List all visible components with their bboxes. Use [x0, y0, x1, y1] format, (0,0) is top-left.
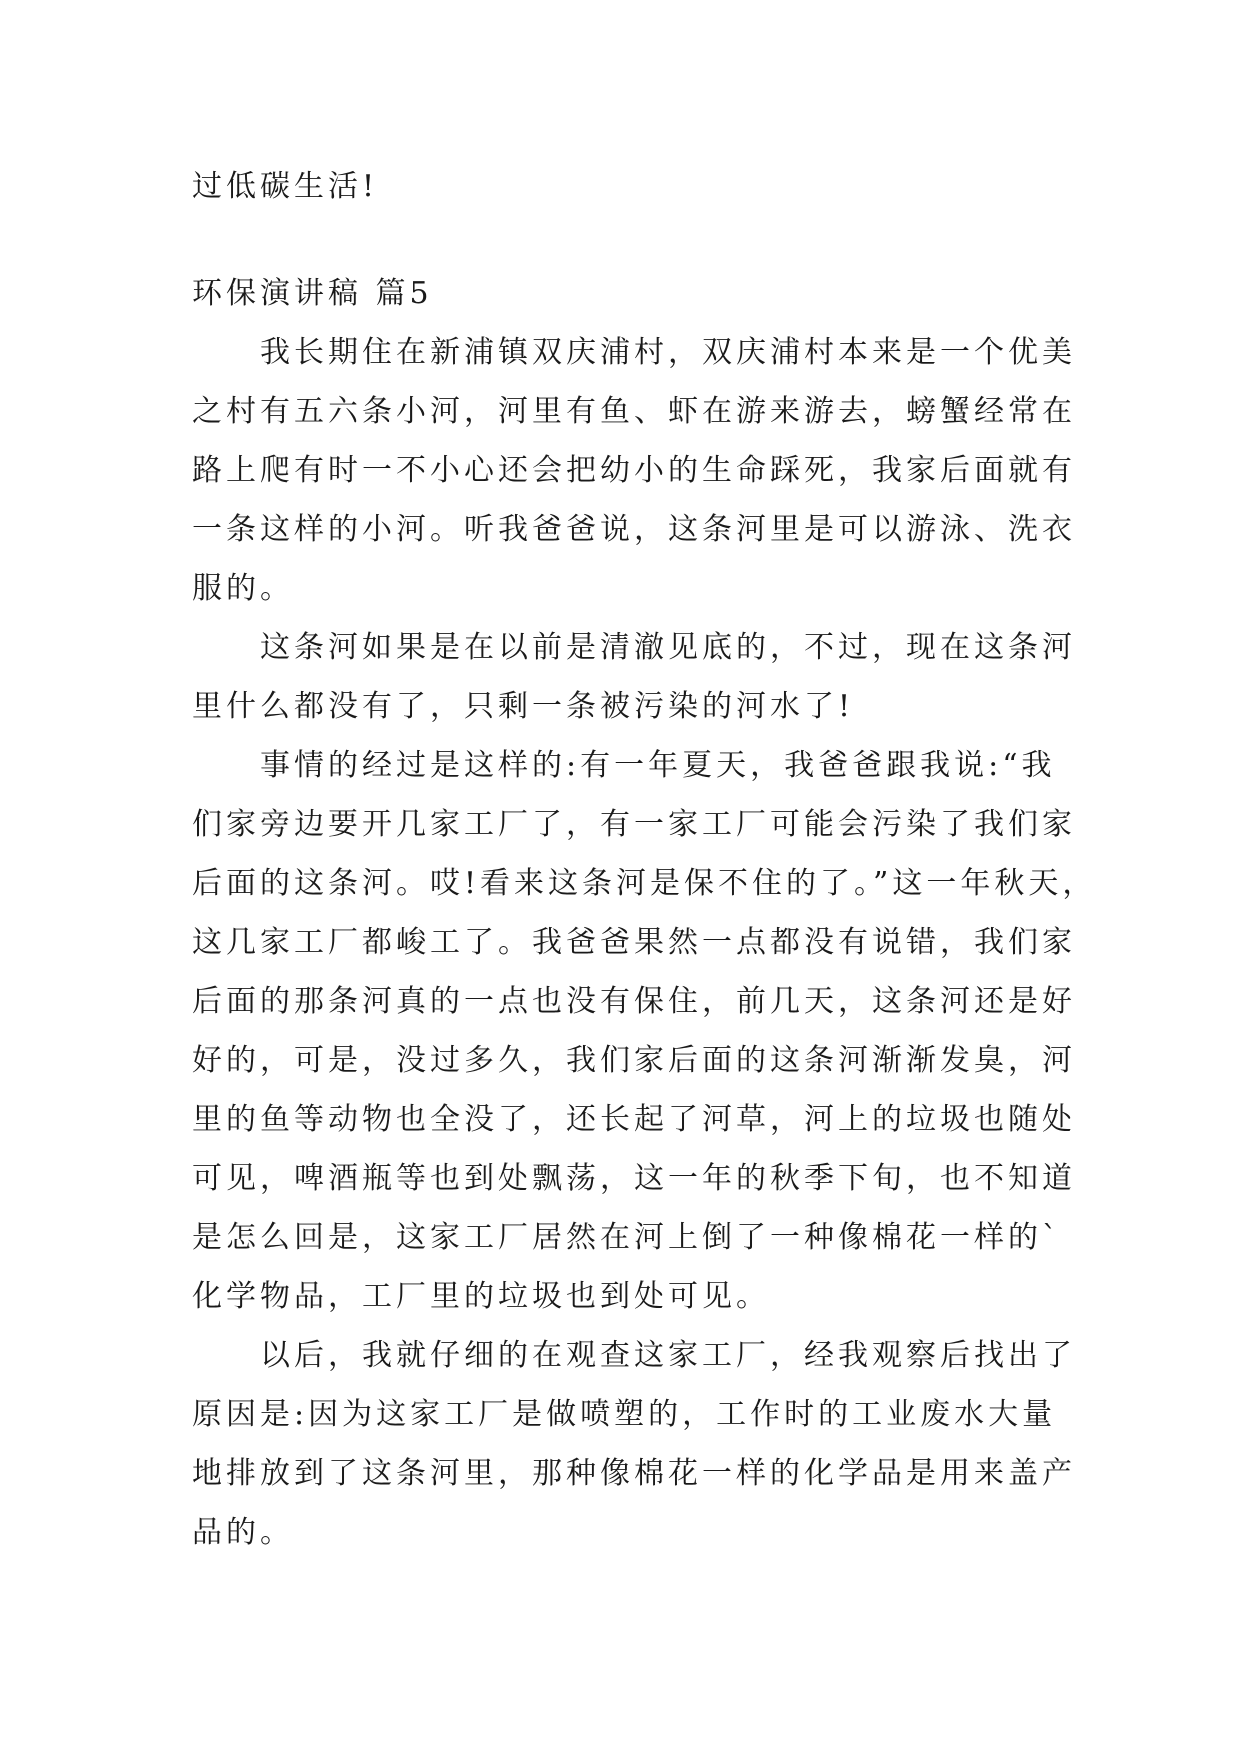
paragraph-line: 品的。: [192, 1515, 294, 1550]
paragraph-line: 原因是:因为这家工厂是做喷塑的，工作时的工业废水大量: [192, 1397, 1057, 1432]
paragraph-line: 以后，我就仔细的在观查这家工厂，经我观察后找出了: [260, 1338, 1076, 1373]
paragraph-line: 里什么都没有了，只剩一条被污染的河水了!: [192, 689, 855, 724]
paragraph-3: [192, 736, 1097, 1326]
paragraph-line: 事情的经过是这样的:有一年夏天，我爸爸跟我说:“我: [260, 748, 1056, 783]
paragraph-line: 地排放到了这条河里，那种像棉花一样的化学品是用来盖产: [192, 1456, 1076, 1491]
paragraph-line: 这条河如果是在以前是清澈见底的，不过，现在这条河: [260, 630, 1076, 665]
paragraph-line: 我长期住在新浦镇双庆浦村，双庆浦村本来是一个优美: [260, 335, 1076, 370]
paragraph-line: 好的，可是，没过多久，我们家后面的这条河渐渐发臭，河: [192, 1043, 1076, 1078]
paragraph-line: 里的鱼等动物也全没了，还长起了河草，河上的垃圾也随处: [192, 1102, 1076, 1137]
intro-line: 过低碳生活!: [192, 169, 379, 204]
paragraph-line: 后面的那条河真的一点也没有保住，前几天，这条河还是好: [192, 984, 1076, 1019]
paragraph-line: 化学物品，工厂里的垃圾也到处可见。: [192, 1279, 770, 1314]
paragraph-line: 一条这样的小河。听我爸爸说，这条河里是可以游泳、洗衣: [192, 512, 1076, 547]
paragraph-line: 之村有五六条小河，河里有鱼、虾在游来游去，螃蟹经常在: [192, 394, 1076, 429]
paragraph-line: 可见，啤酒瓶等也到处飘荡，这一年的秋季下旬，也不知道: [192, 1161, 1076, 1196]
paragraph-line: 们家旁边要开几家工厂了，有一家工厂可能会污染了我们家: [192, 807, 1076, 842]
paragraph-line: 这几家工厂都峻工了。我爸爸果然一点都没有说错，我们家: [192, 925, 1076, 960]
section-title: 环保演讲稿 篇5: [192, 276, 433, 311]
paragraph-2: [192, 618, 1076, 736]
document-body: [192, 157, 1097, 1562]
paragraph-line: 是怎么回是，这家工厂居然在河上倒了一种像棉花一样的`: [192, 1220, 1061, 1255]
paragraph-line: 路上爬有时一不小心还会把幼小的生命踩死，我家后面就有: [192, 453, 1076, 488]
paragraph-line: 后面的这条河。哎!看来这条河是保不住的了。”这一年秋天，: [192, 866, 1097, 901]
paragraph-4: [192, 1326, 1076, 1562]
paragraph-line: 服的。: [192, 571, 294, 606]
paragraph-1: [192, 323, 1076, 618]
